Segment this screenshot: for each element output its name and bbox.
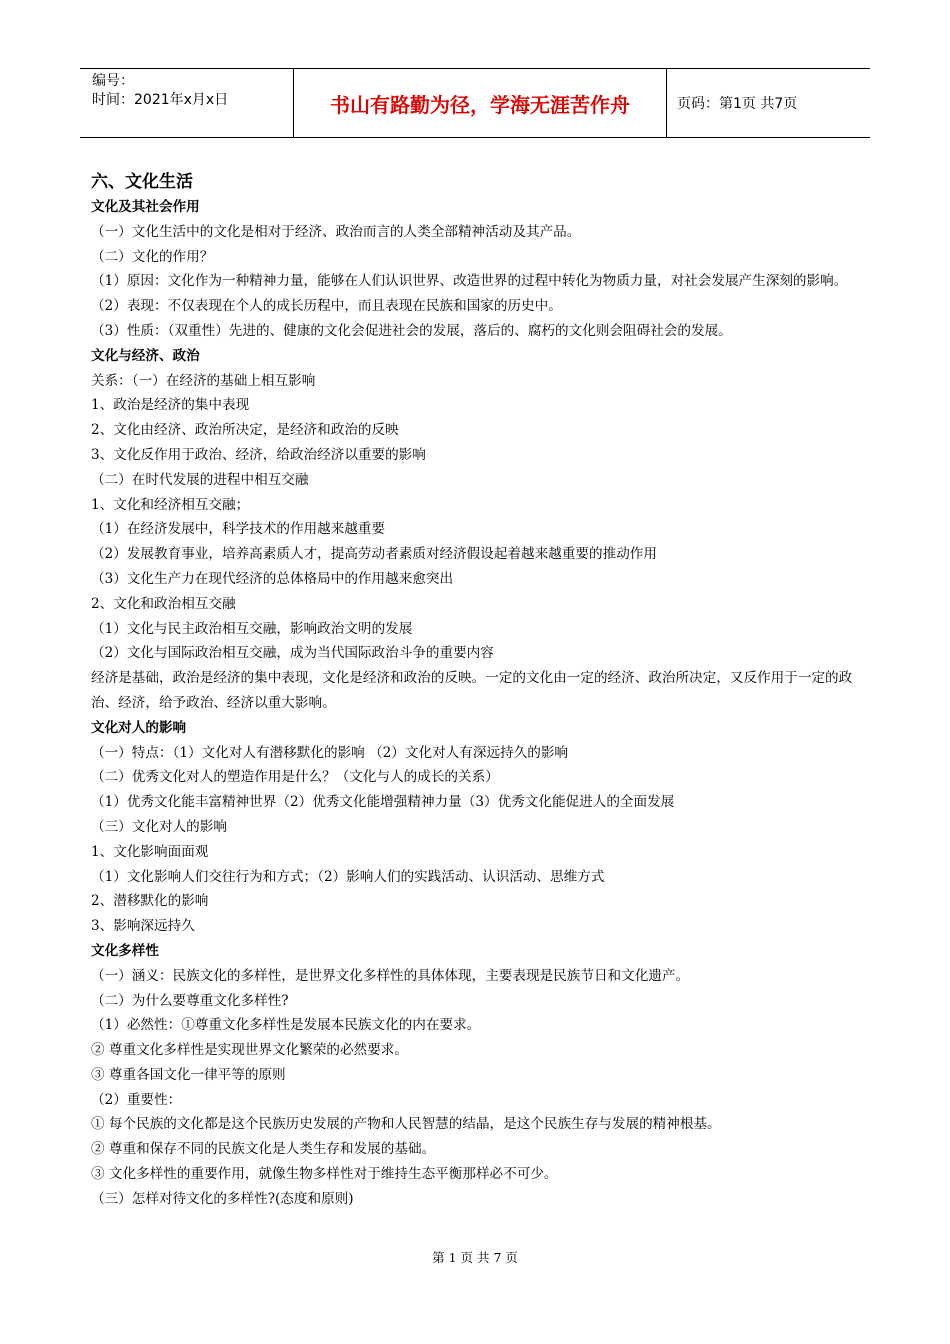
header-page-cell xyxy=(667,69,797,137)
paragraph: 3、影响深远持久 xyxy=(91,918,195,935)
paragraph: （1）文化影响人们交往行为和方式；（2）影响人们的实践活动、认识活动、思维方式 xyxy=(91,868,605,885)
subsection-heading: 文化多样性 xyxy=(91,942,159,959)
paragraph: （1）原因：文化作为一种精神力量，能够在人们认识世界、改造世界的过程中转化为物质力量，对社会发展产生深刻的影响。 xyxy=(91,273,848,290)
paragraph: （2）表现：不仅表现在个人的成长历程中，而且表现在民族和国家的历史中。 xyxy=(91,298,562,315)
subsection-heading: 文化对人的影响 xyxy=(91,719,187,736)
paragraph: 关系：（一）在经济的基础上相互影响 xyxy=(91,372,316,389)
document-time-label: 时间：2021年x月x日 xyxy=(92,92,229,108)
paragraph: （三）怎样对待文化的多样性?(态度和原则) xyxy=(91,1190,354,1207)
paragraph: （1）必然性：①尊重文化多样性是发展本民族文化的内在要求。 xyxy=(91,1017,481,1034)
subsection-heading: 文化与经济、政治 xyxy=(91,347,200,364)
footer-page-number: 第 1 页 共 7 页 xyxy=(432,1250,518,1265)
paragraph: （1）在经济发展中，科学技术的作用越来越重要 xyxy=(91,521,386,538)
paragraph: ① 每个民族的文化都是这个民族历史发展的产物和人民智慧的结晶，是这个民族生存与发展的精神根基。 xyxy=(91,1116,721,1133)
paragraph: （一）特点：（1）文化对人有潜移默化的影响 （2）文化对人有深远持久的影响 xyxy=(91,744,569,761)
paragraph: （1）优秀文化能丰富精神世界（2）优秀文化能增强精神力量（3）优秀文化能促进人的全面发展 xyxy=(91,794,675,811)
paragraph: （二）在时代发展的进程中相互交融 xyxy=(91,471,309,488)
paragraph: （2）发展教育事业，培养高素质人才，提高劳动者素质对经济假设起着越来越重要的推动作用 xyxy=(91,546,657,563)
paragraph: ② 尊重文化多样性是实现世界文化繁荣的必然要求。 xyxy=(91,1042,408,1059)
paragraph: 2、潜移默化的影响 xyxy=(91,893,209,910)
paragraph: 3、文化反作用于政治、经济，给政治经济以重要的影响 xyxy=(91,446,426,463)
paragraph: （3）文化生产力在现代经济的总体格局中的作用越来愈突出 xyxy=(91,570,454,587)
paragraph: ③ 尊重各国文化一律平等的原则 xyxy=(91,1066,286,1083)
paragraph: 2、文化和政治相互交融 xyxy=(91,595,236,612)
section-title: 六、文化生活 xyxy=(91,172,193,192)
subsection-heading: 文化及其社会作用 xyxy=(91,199,200,215)
paragraph: （一）涵义：民族文化的多样性，是世界文化多样性的具体体现，主要表现是民族节日和文化遗产。 xyxy=(91,967,690,984)
motto-text: 书山有路勤为径，学海无涯苦作舟 xyxy=(330,92,630,117)
paragraph: 1、文化影响面面观 xyxy=(91,843,209,860)
page-info: 页码：第1页 共7页 xyxy=(677,96,798,112)
paragraph: ③ 文化多样性的重要作用，就像生物多样性对于维持生态平衡那样必不可少。 xyxy=(91,1166,558,1183)
page-footer xyxy=(0,1248,950,1266)
document-number-label: 编号： xyxy=(92,73,134,89)
paragraph: ② 尊重和保存不同的民族文化是人类生存和发展的基础。 xyxy=(91,1141,436,1158)
paragraph: （二）文化的作用？ xyxy=(91,248,214,265)
paragraph: （1）文化与民主政治相互交融，影响政治文明的发展 xyxy=(91,620,413,637)
document-body xyxy=(91,169,866,1212)
paragraph: 经济是基础，政治是经济的集中表现，文化是经济和政治的反映。一定的文化由一定的经济、政治所决定，又反作用于一定的政治、经济，给予政治、经济以重大影响。 xyxy=(91,670,853,711)
page-header xyxy=(80,68,870,138)
paragraph: （3）性质：（双重性）先进的、健康的文化会促进社会的发展，落后的、腐朽的文化则会阻碍社会的发展。 xyxy=(91,322,732,339)
paragraph: （二）为什么要尊重文化多样性? xyxy=(91,992,289,1009)
paragraph: （三）文化对人的影响 xyxy=(91,818,227,835)
paragraph: （一）文化生活中的文化是相对于经济、政治而言的人类全部精神活动及其产品。 xyxy=(91,223,581,240)
header-left-cell xyxy=(80,69,293,137)
paragraph: （二）优秀文化对人的塑造作用是什么？（文化与人的成长的关系） xyxy=(91,769,499,786)
header-motto-cell xyxy=(293,69,667,137)
paragraph: 1、文化和经济相互交融； xyxy=(91,496,250,513)
paragraph: 1、政治是经济的集中表现 xyxy=(91,397,250,414)
paragraph: 2、文化由经济、政治所决定，是经济和政治的反映 xyxy=(91,422,399,439)
paragraph: （2）重要性： xyxy=(91,1091,182,1108)
paragraph: （2）文化与国际政治相互交融，成为当代国际政治斗争的重要内容 xyxy=(91,645,494,662)
